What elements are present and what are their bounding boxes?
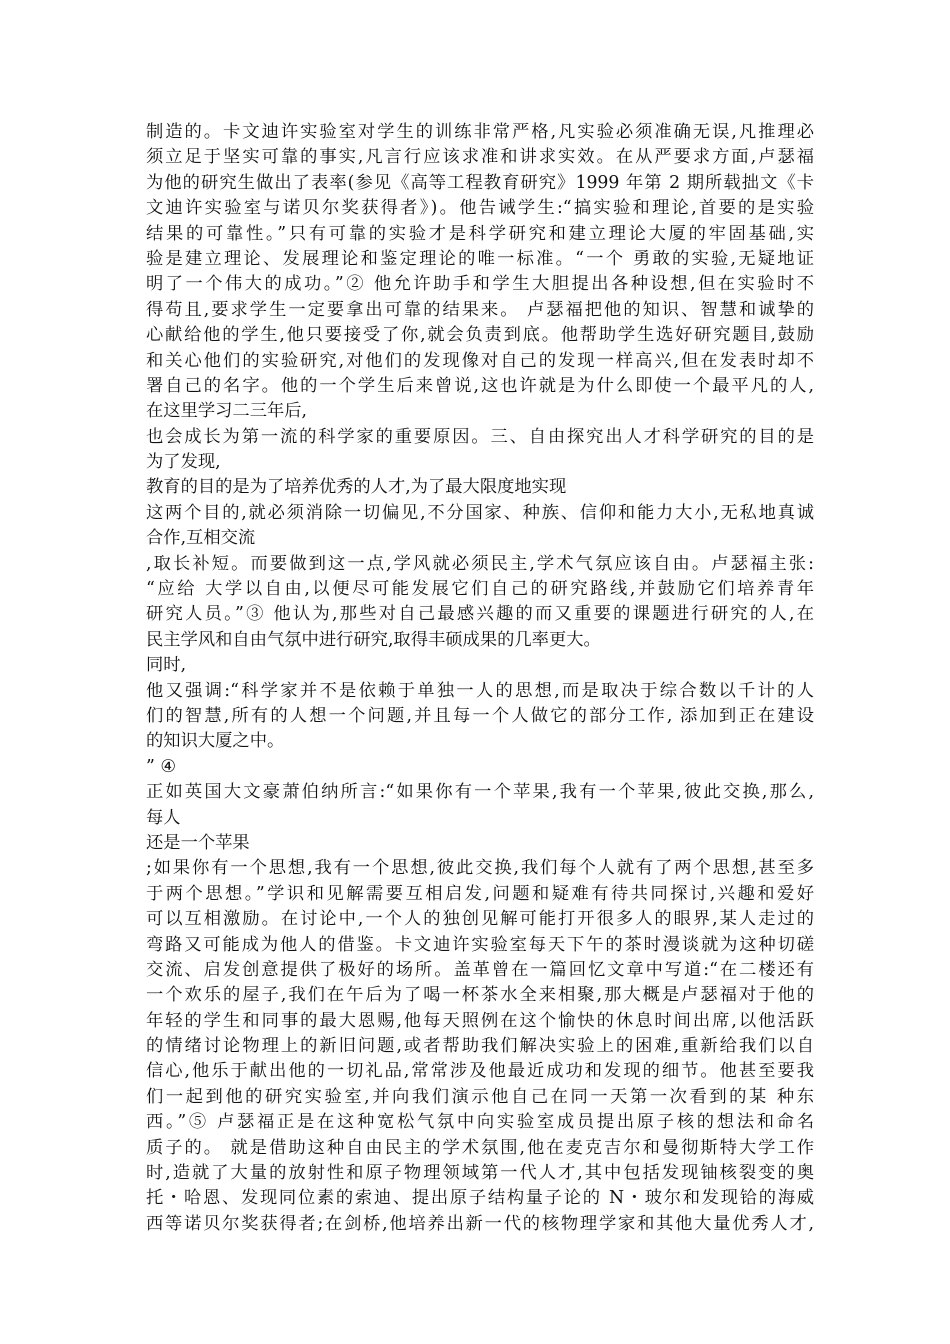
text-line: 可以互相激励。在讨论中,一个人的独创见解可能打开很多人的眼界,某人走过的 (146, 909, 814, 930)
text-line: 们的智慧,所有的人想一个问题,并且每一个人做它的部分工作, 添加到正在建设 (146, 705, 814, 726)
text-line: ;如果你有一个思想,我有一个思想,彼此交换,我们每个人就有了两个思想,甚至多 (146, 858, 814, 879)
text-line: 署自己的名字。他的一个学生后来曾说,这也许就是为什么即使一个最平凡的人, (146, 375, 814, 396)
text-line: 托・哈恩、发现同位素的索迪、提出原子结构量子论的 N・玻尔和发现铪的海威 (146, 1188, 814, 1209)
text-line: 合作,互相交流 (146, 528, 256, 549)
text-line: ,取长补短。而要做到这一点,学风就必须民主,学术气氛应该自由。卢瑟福主张: (146, 553, 814, 574)
text-line: 的知识大厦之中。 (146, 731, 285, 752)
text-line: 制造的。卡文迪许实验室对学生的训练非常严格,凡实验必须准确无误,凡推理必 (146, 122, 814, 142)
text-line: 西等诺贝尔奖获得者;在剑桥,他培养出新一代的核物理学家和其他大量优秀人才, (146, 1213, 814, 1234)
text-line: 每人 (146, 807, 181, 828)
text-line: 教育的目的是为了培养优秀的人才,为了最大限度地实现 (146, 477, 567, 498)
text-line: 须立足于坚实可靠的事实,凡言行应该求准和讲求实效。在从严要求方面,卢瑟福 (146, 147, 814, 168)
text-line: 一个欢乐的屋子,我们在午后为了喝一杯茶水全来相聚,那大概是卢瑟福对于他的 (146, 985, 814, 1006)
text-line: 西。”⑤ 卢瑟福正是在这种宽松气氛中向实验室成员提出原子核的想法和命名 (146, 1112, 814, 1133)
text-line: 研究人员。”③ 他认为,那些对自己最感兴趣的而又重要的课题进行研究的人,在 (146, 604, 814, 625)
text-line: “应给 大学以自由,以便尽可能发展它们自己的研究路线,并鼓励它们培养青年 (146, 579, 814, 600)
text-line: 和关心他们的实验研究,对他们的发现像对自己的发现一样高兴,但在发表时却不 (146, 350, 814, 371)
text-line: 还是一个苹果 (146, 832, 250, 853)
text-line: 正如英国大文豪萧伯纳所言:“如果你有一个苹果,我有一个苹果,彼此交换,那么, (146, 782, 814, 803)
document-page (146, 120, 814, 1237)
text-line: 明了一个伟大的成功。”② 他允许助手和学生大胆提出各种设想,但在实验时不 (146, 274, 814, 295)
text-line: 这两个目的,就必须消除一切偏见,不分国家、种族、信仰和能力大小,无私地真诚 (146, 502, 814, 523)
text-line: ” ④ (146, 756, 176, 777)
text-line: 得苟且,要求学生一定要拿出可靠的结果来。 卢瑟福把他的知识、智慧和诚挚的 (146, 299, 814, 320)
text-line: 他又强调:“科学家并不是依赖于单独一人的思想,而是取决于综合数以千计的人 (146, 680, 814, 701)
text-line: 文迪许实验室与诺贝尔奖获得者》)。他告诫学生:“搞实验和理论,首要的是实验 (146, 198, 814, 219)
text-line: 弯路又可能成为他人的借鉴。卡文迪许实验室每天下午的茶时漫谈就为这种切磋 (146, 934, 814, 955)
text-line: 民主学风和自由气氛中进行研究,取得丰硕成果的几率更大。 (146, 629, 601, 650)
text-line: 结果的可靠性。”只有可靠的实验才是科学研究和建立理论大厦的牢固基础,实 (146, 223, 814, 244)
text-line: 也会成长为第一流的科学家的重要原因。三、自由探究出人才科学研究的目的是 (146, 426, 814, 447)
text-line: 时,造就了大量的放射性和原子物理领域第一代人才,其中包括发现铀核裂变的奥 (146, 1163, 814, 1184)
text-line: 于两个思想。”学识和见解需要互相启发,问题和疑难有待共同探讨,兴趣和爱好 (146, 883, 814, 904)
text-line: 为了发现, (146, 452, 221, 473)
text-line: 为他的研究生做出了表率(参见《高等工程教育研究》1999 年第 2 期所载拙文《卡 (146, 172, 814, 193)
text-line: 在这里学习二三年后, (146, 401, 308, 422)
text-line: 交流、启发创意提供了极好的场所。盖革曾在一篇回忆文章中写道:“在二楼还有 (146, 959, 814, 980)
text-line: 信心,他乐于献出他的一切礼品,常常涉及他最近成功和发现的细节。他甚至要我 (146, 1061, 814, 1082)
text-line: 同时, (146, 655, 187, 676)
text-line: 质子的。 就是借助这种自由民主的学术氛围,他在麦克吉尔和曼彻斯特大学工作 (146, 1137, 814, 1158)
text-line: 年轻的学生和同事的最大恩赐,他每天照例在这个愉快的休息时间出席,以他活跃 (146, 1010, 814, 1031)
text-line: 们一起到他的研究实验室,并向我们演示他自己在同一天第一次看到的某 种东 (146, 1086, 814, 1107)
text-line: 验是建立理论、发展理论和鉴定理论的唯一标准。“一个 勇敢的实验,无疑地证 (146, 248, 814, 269)
text-line: 的情绪讨论物理上的新旧问题,或者帮助我们解决实验上的困难,重新给我们以自 (146, 1036, 814, 1057)
text-line: 心献给他的学生,他只要接受了你,就会负责到底。他帮助学生选好研究题目,鼓励 (146, 325, 814, 346)
